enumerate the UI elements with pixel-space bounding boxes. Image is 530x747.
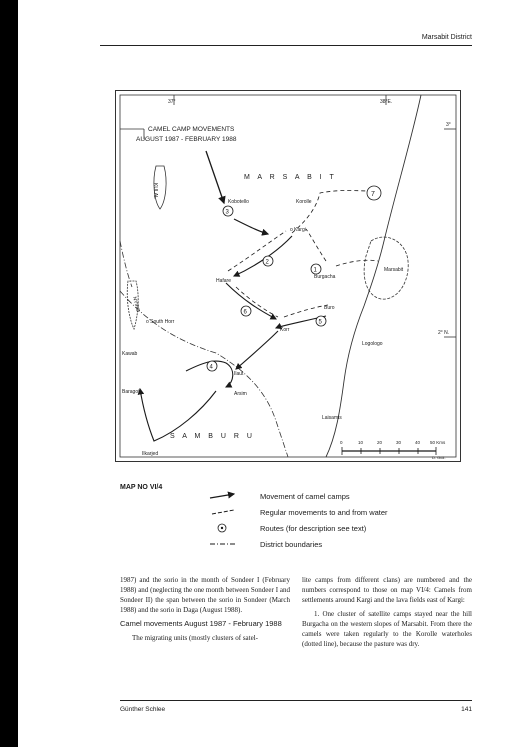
legend-row — [200, 488, 430, 504]
legend-row — [200, 520, 430, 536]
legend-label: District boundaries — [260, 539, 323, 549]
place-kobotello: Kobotello — [228, 199, 249, 205]
place-ilkarjed: Ilkarjed — [142, 451, 159, 457]
place-marsabit: Marsabit — [384, 267, 404, 273]
map-canvas — [116, 91, 460, 461]
section-heading: Camel movements August 1987 - February 1988 — [120, 619, 282, 628]
legend-row — [200, 504, 430, 520]
arrow-route-2 — [234, 236, 292, 276]
svg-text:D. Gdž.: D. Gdž. — [432, 455, 446, 460]
map-figure — [115, 90, 461, 462]
legend-dashed-line-icon — [200, 507, 260, 517]
footer-author: Günther Schlee — [120, 706, 166, 713]
legend-dashdot-line-icon — [200, 539, 260, 549]
svg-text:0: 0 — [340, 440, 343, 445]
arrow-to-ilaut — [236, 331, 278, 369]
coord-top-right: 38°E. — [380, 99, 393, 105]
place-baragoi: Baragoi — [122, 389, 140, 395]
legend-label: Regular movements to and from water — [260, 507, 388, 517]
route-marker-5 — [316, 316, 326, 326]
place-burgacha: Burgacha — [314, 274, 336, 280]
svg-text:50 Kms: 50 Kms — [430, 440, 446, 445]
legend-solid-arrow-icon — [200, 491, 260, 501]
map-legend — [200, 488, 430, 552]
coord-right-mid: 2° N. — [438, 330, 450, 336]
legend-label: Routes (for description see text) — [260, 523, 367, 533]
lake-label: KULAL — [152, 183, 158, 199]
map-inner-frame — [120, 95, 456, 457]
paragraph: The migrating units (mostly clusters of satel- — [132, 634, 258, 642]
place-hafare: Hafare — [216, 278, 232, 284]
legend-circled-number-icon — [200, 523, 260, 533]
route-marker-1 — [311, 264, 321, 274]
svg-text:40: 40 — [415, 440, 421, 445]
page-number: 141 — [461, 706, 472, 713]
coord-right-top: 3° — [446, 122, 451, 128]
place-south-horr: o South Horr — [146, 319, 175, 325]
place-logologo: Logologo — [362, 341, 383, 347]
svg-text:6: 6 — [243, 309, 247, 316]
running-header: Marsabit District — [421, 34, 472, 41]
legend-row — [200, 536, 430, 552]
arrow-route-3 — [234, 219, 268, 234]
place-kargi: o Kargi — [290, 227, 306, 233]
place-buro: Buro — [324, 305, 335, 311]
nyiro-label: NYIRO — [131, 296, 141, 313]
place-korolle: Korolle — [296, 199, 312, 205]
svg-text:2: 2 — [265, 259, 269, 266]
map-title-2: AUGUST 1987 - FEBRUARY 1988 — [136, 136, 237, 143]
svg-text:30: 30 — [396, 440, 402, 445]
route-marker-6 — [241, 306, 251, 316]
place-arsim: Arsim — [234, 391, 247, 397]
page-edge-bar — [0, 0, 18, 747]
svg-text:1: 1 — [313, 267, 317, 274]
paragraph: lite camps from different clans) are numbered and the numbers correspond to those on map VI/4: Camels from settlements around Kargi and the lava fields east of Kargi: — [302, 576, 472, 604]
figure-title: MAP NO VI/4 — [120, 484, 163, 491]
arrow-kobotello — [206, 151, 224, 203]
route-marker-4 — [207, 361, 217, 371]
place-korr: Korr — [280, 327, 290, 333]
place-kawab: Kawab — [122, 351, 138, 357]
region-marsabit: M A R S A B I T — [244, 174, 337, 181]
coord-top-left: 37° — [168, 99, 176, 105]
footer-rule — [120, 700, 472, 701]
place-ilaut: Ilaut — [234, 371, 244, 377]
svg-text:7: 7 — [371, 191, 375, 198]
text-column-right — [302, 575, 472, 653]
route-marker-2 — [263, 256, 273, 266]
svg-text:20: 20 — [377, 440, 383, 445]
svg-text:10: 10 — [358, 440, 364, 445]
place-laisamis: Laisamis — [322, 415, 342, 421]
paragraph: 1987) and the sorio in the month of Sondeer I (February 1988) and (neglecting the one month between Sondeer I and Sondeer II) the span between the sorio in Sondeer (March 1988) and the sorio in Daga (August 1988). — [120, 576, 290, 614]
region-samburu: S A M B U R U — [170, 433, 255, 440]
legend-label: Movement of camel camps — [260, 491, 350, 501]
header-rule — [100, 45, 472, 46]
map-title-1: CAMEL CAMP MOVEMENTS — [148, 126, 235, 133]
route-marker-3 — [223, 206, 233, 216]
svg-text:4: 4 — [209, 364, 213, 371]
svg-text:3: 3 — [225, 209, 229, 216]
svg-text:5: 5 — [318, 319, 322, 326]
paragraph: 1. One cluster of satellite camps stayed near the hill Burgacha on the western slopes of Marsabit. From there the camels were taken regularly to the Korolle waterholes (dotted line), because the pasture was dry. — [302, 610, 472, 648]
arrow-route-6 — [226, 283, 276, 319]
text-column-left — [120, 575, 290, 647]
route-marker-7 — [367, 186, 381, 200]
